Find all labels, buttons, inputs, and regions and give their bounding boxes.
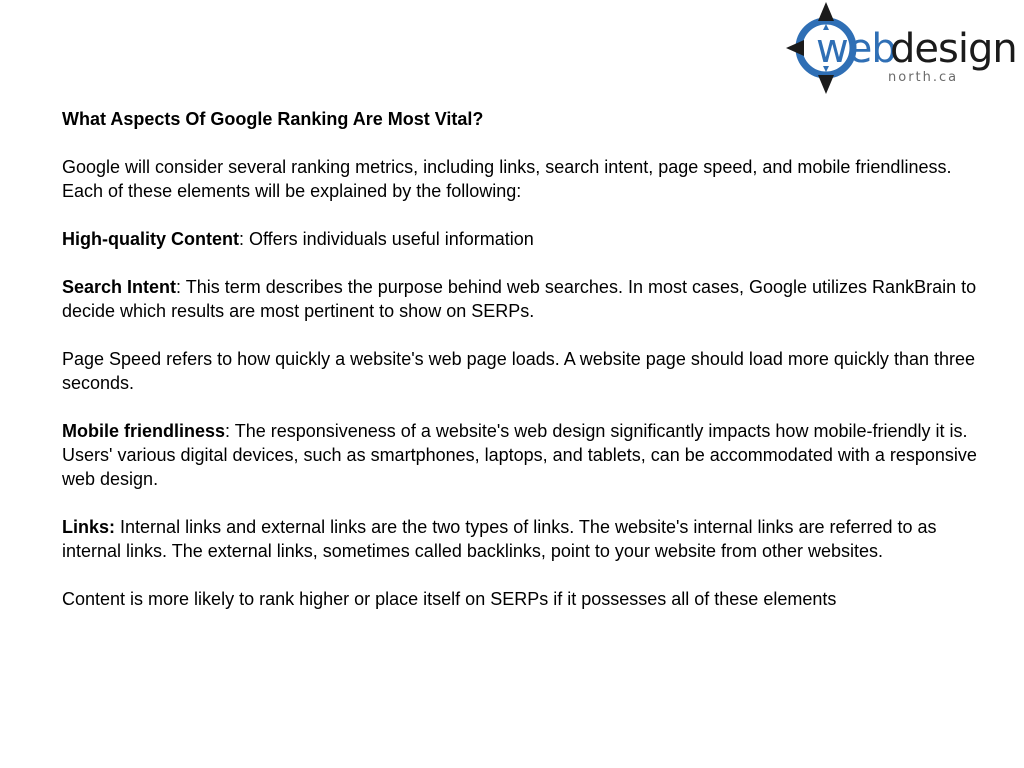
article-conclusion: Content is more likely to rank higher or place itself on SERPs if it possesses all of these elements xyxy=(62,589,837,609)
item-term: Search Intent xyxy=(62,277,177,297)
item-separator: : xyxy=(176,277,186,297)
item-text: This term describes the purpose behind web searches. In most cases, Google utilizes RankBrain to decide which results are most pertinent to show on SERPs. xyxy=(62,277,977,321)
logo-brand-primary: web xyxy=(816,26,896,72)
item-page-speed: Page Speed refers to how quickly a website's web page loads. A website page should load more quickly than three seconds. xyxy=(62,349,975,393)
article-intro: Google will consider several ranking metrics, including links, search intent, page speed, and mobile friendliness. Each of these elements will be explained by the following: xyxy=(62,157,952,201)
logo-brand-sub: north.ca xyxy=(888,70,959,85)
site-logo[interactable] xyxy=(786,2,1017,96)
item-separator: : xyxy=(225,421,235,441)
item-term: Links: xyxy=(62,517,116,537)
article-body xyxy=(62,107,992,635)
item-text: Offers individuals useful information xyxy=(249,229,534,249)
article-heading: What Aspects Of Google Ranking Are Most Vital? xyxy=(62,109,484,129)
item-mobile-friendliness xyxy=(62,419,992,491)
item-links xyxy=(62,515,992,563)
item-search-intent xyxy=(62,275,992,323)
item-separator: : xyxy=(238,229,249,249)
item-text: The responsiveness of a website's web design significantly impacts how mobile-friendly it is. Users' various digital devices, such as smartphones, laptops, and tablets, can be accommodated with a responsive web design. xyxy=(62,421,977,489)
item-term: Mobile friendliness xyxy=(62,421,226,441)
item-term: High-quality Content xyxy=(62,229,239,249)
item-text: Internal links and external links are the two types of links. The website's internal links are referred to as internal links. The external links, sometimes called backlinks, point to your website from other websites. xyxy=(62,517,937,561)
logo-brand-secondary: design xyxy=(890,26,1017,72)
compass-icon xyxy=(786,2,1017,96)
item-high-quality-content xyxy=(62,227,992,251)
